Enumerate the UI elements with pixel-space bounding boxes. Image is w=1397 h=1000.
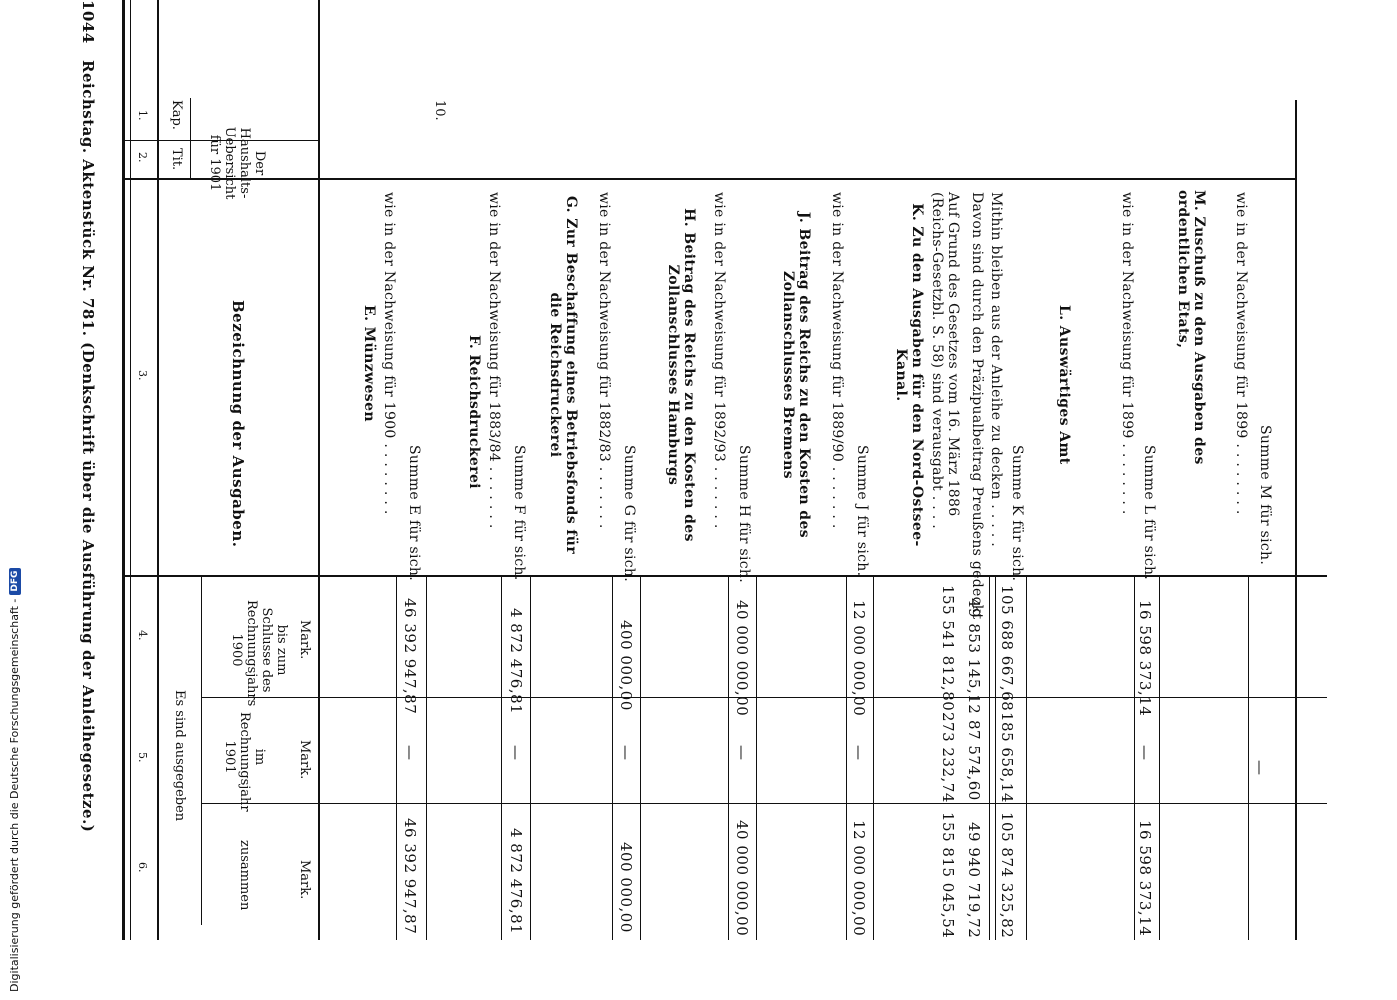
row-e-1: wie in der Nachweisung für 1900 . . . . . . . . (381, 192, 397, 515)
row-k-2: Davon sind durch den Präzipualbeitrag Preußens gedeckt (969, 192, 985, 620)
section-title-m: M. Zuschuß zu den Ausgaben des ordentlichen Etats, (1175, 190, 1207, 465)
section-title-e: E. Münzwesen (361, 305, 377, 422)
amt-l-col6: 16 598 373,14 (1136, 820, 1154, 937)
colnum-2: 2. (136, 152, 149, 163)
rule-h-top (728, 575, 729, 940)
row-k-3: Mithin bleiben aus der Anleihe zu decken . . . . . (988, 192, 1004, 548)
rule-l-top (1134, 575, 1135, 940)
row-f-1: wie in der Nachweisung für 1883/84 . . . . . . . (486, 192, 502, 529)
rule-j-top (846, 575, 847, 940)
amt-k2-col4: 49 853 145,12 (965, 598, 983, 715)
amt-m-col6: — (1251, 760, 1269, 776)
section-title-k: K. Zu den Ausgaben für den Nord-Ostsee-Kanal. (893, 203, 925, 547)
colnum-5: 5. (136, 752, 149, 763)
row-k-1: Auf Grund des Gesetzes vom 16. März 1886 (Reichs-Gesetzbl. S. 58) sind verausgabt . . . . (929, 192, 961, 529)
rule-k-mid2 (995, 575, 996, 940)
col6-unit: Mark. (297, 860, 312, 900)
row-g-sum: Summe G für sich. (621, 445, 637, 582)
colnum-rule (157, 0, 159, 940)
amt-k2-col5: 87 574,60 (965, 720, 983, 801)
rule-h-bottom (756, 575, 757, 940)
col4-header: bis zum Schlusse des Rechnungsjahrs 1900 (229, 600, 289, 707)
digitization-text: Digitalisierung gefördert durch die Deutsche Forschungsgemeinschaft - (8, 598, 21, 992)
section-title-j: J. Beitrag des Reichs zu den Kosten des Zollanschlusses Bremens (780, 211, 812, 539)
row-k-sum: Summe K für sich. (1009, 445, 1025, 582)
digitization-note (8, 568, 21, 992)
rule-j-bottom (873, 575, 874, 940)
section-title-g: G. Zur Beschaffung eines Betriebsfonds für die Reichsdruckerei (547, 195, 579, 555)
spent-group-rule (201, 575, 202, 925)
colnum-3: 3. (136, 370, 149, 381)
rule-e-bottom (426, 575, 427, 940)
dfg-logo: DFG (9, 568, 21, 595)
divider-kap-tit (124, 140, 320, 141)
amt-k1-col5: 273 232,74 (939, 712, 957, 803)
amt-l-col4: 16 598 373,14 (1136, 600, 1154, 717)
row-h-sum: Summe H für sich. (736, 445, 752, 583)
row-h-1: wie in der Nachweisung für 1892/93 . . . . . . . (711, 192, 727, 529)
section-title-l: L. Auswärtiges Amt (1056, 305, 1072, 465)
amt-f-col4: 4 872 476,81 (507, 608, 525, 715)
rule-l-bottom (1159, 575, 1160, 940)
amt-e-col6: 46 392 947,87 (401, 818, 419, 935)
page-number: 1044 (79, 0, 97, 44)
row-l-sum: Summe L für sich. (1141, 445, 1157, 581)
amt-g-col4: 400 000,00 (617, 620, 635, 711)
row-l-1: wie in der Nachweisung für 1899 . . . . . . . . (1119, 192, 1135, 515)
spent-group-header: Es sind ausgegeben (172, 690, 187, 822)
top-rule-inner (130, 0, 131, 940)
amt-h-col4: 40 000 000,00 (733, 600, 751, 717)
row-j-sum: Summe J für sich. (854, 445, 870, 577)
col5-header: im Rechnungsjahr 1901 (222, 712, 267, 812)
amt-e-col5: — (401, 745, 419, 761)
amt-l-col5: — (1136, 745, 1154, 761)
amt-k-col5: 185 658,14 (998, 712, 1016, 803)
amt-k-col6: 105 874 325,82 (998, 812, 1016, 939)
overview-sub-rule (190, 98, 191, 178)
row-m-sum: Summe M für sich. (1257, 425, 1273, 566)
col5-unit: Mark. (297, 740, 312, 780)
row-m-1: wie in der Nachweisung für 1899 . . . . . . . . (1233, 192, 1249, 515)
colnum-4: 4. (136, 630, 149, 641)
row-g-1: wie in der Nachweisung für 1882/83 . . . . . . . (596, 192, 612, 529)
amt-h-col5: — (733, 745, 751, 761)
rule-g-bottom (640, 575, 641, 940)
section-title-h: H. Beitrag des Reichs zu den Kosten des Zollanschlusses Hamburgs (665, 208, 697, 542)
rule-g-top (612, 575, 613, 940)
top-rule (122, 0, 125, 940)
amt-f-col5: — (507, 745, 525, 761)
amt-j-col5: — (850, 745, 868, 761)
divider-tit-desc (124, 178, 1297, 180)
amt-k1-col6: 155 815 045,54 (939, 812, 957, 939)
row-e-sum: Summe E für sich. (406, 445, 422, 581)
page-title: Reichstag. Aktenstück Nr. 781. (Denkschrift über die Ausführung der Anleihegesetze.) (79, 60, 97, 833)
header-rule (318, 0, 320, 940)
colnum-6: 6. (136, 862, 149, 873)
overview-label: Der Haushalts-Uebersicht für 1901 (207, 126, 267, 200)
amt-j-col4: 12 000 000,00 (850, 600, 868, 717)
amt-j-col6: 12 000 000,00 (850, 820, 868, 937)
rule-m-top (1248, 575, 1249, 940)
amt-k-col4: 105 688 667,68 (998, 585, 1016, 712)
row-f-sum: Summe F für sich. (511, 445, 527, 581)
amt-h-col6: 40 000 000,00 (733, 820, 751, 937)
col4-unit: Mark. (297, 620, 312, 660)
rule-f-bottom (530, 575, 531, 940)
colnum-1: 1. (136, 110, 149, 121)
section-title-f: F. Reichsdruckerei (466, 335, 482, 490)
amt-k2-col6: 49 940 719,72 (965, 822, 983, 939)
bottom-rule (1295, 100, 1297, 940)
margin-number: 10. (432, 100, 447, 121)
col6-header: zusammen (237, 840, 252, 911)
rule-k-mid (989, 575, 990, 940)
tit-header: Tit. (169, 148, 184, 171)
rule-e-top (396, 575, 397, 940)
row-j-1: wie in der Nachweisung für 1889/90 . . . . . . . (829, 192, 845, 529)
amt-e-col4: 46 392 947,87 (401, 598, 419, 715)
rule-f-top (501, 575, 502, 940)
kap-header: Kap. (169, 100, 184, 130)
amt-k1-col4: 155 541 812,80 (939, 585, 957, 712)
amt-f-col6: 4 872 476,81 (507, 828, 525, 935)
description-header: Bezeichnung der Ausgaben. (229, 300, 247, 548)
rule-k-bottom (1026, 575, 1027, 940)
amt-g-col5: — (617, 745, 635, 761)
amt-g-col6: 400 000,00 (617, 842, 635, 933)
